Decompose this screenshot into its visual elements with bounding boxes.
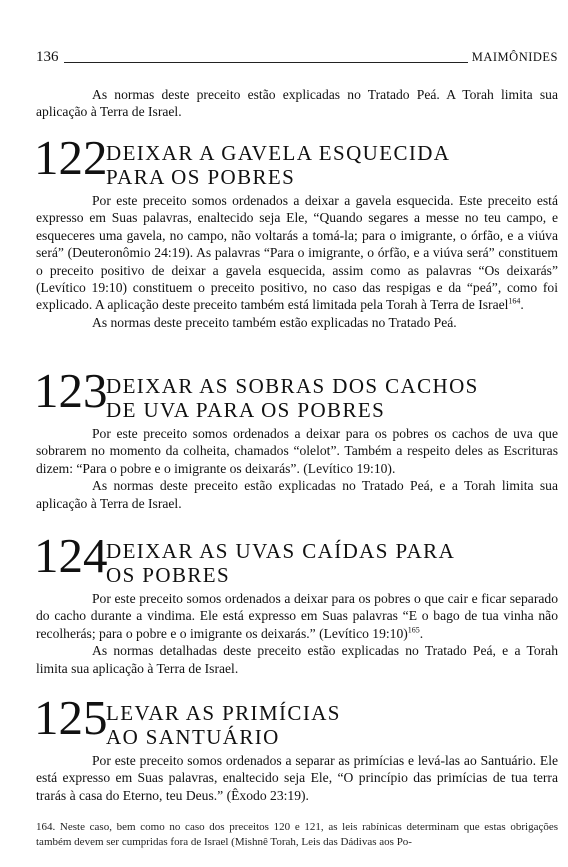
section-125 [34,690,558,804]
section-title [106,532,558,587]
footnote-ref[interactable]: 164 [508,296,521,306]
section-124 [34,528,558,677]
section-title-line: DEIXAR AS SOBRAS DOS CACHOS [106,374,479,398]
header-rule [64,62,468,63]
running-title: MAIMÔNIDES [471,50,558,64]
section-paragraph: Por este preceito somos ordenados a deixar a gavela esquecida. Este preceito está expresso em Suas palavras, enaltecido seja Ele, “Quando segares a messe no teu campo, e esqueceres uma gavela, no campo, não voltarás a tomá-la; para o imigrante, o órfão, e a viúva será” (Deuteronômio 24:19). As palavras “Para o imigrante, o órfão, e a viúva será” constituem o preceito positivo de deixar a gavela esquecida, assim como as palavras “Os deixarás” (Levítico 19:10) constituem o preceito positivo, no caso das respigas e da “peá”, como foi explicado. A aplicação deste preceito também está limitada pela Torah à Terra de Israel$^{164}$. [36,193,558,313]
paragraph-text: Por este preceito somos ordenados a deixar para os pobres o que cair e ficar separado do cacho durante a vindima. Ele está expresso em Suas palavras “E o bago de tua vinha não recolherás; para o pobre e o imigrante os deixarás.” (Levítico 19:10) [36,591,558,641]
section-122 [34,130,558,331]
section-paragraph: Por este preceito somos ordenados a deixar para os pobres os cachos de uva que sobrarem no momento da colheita, chamados “olelot”. Também a respeito deles as Escrituras dizem: “Para o pobre e o imigrante os deixarás”. (Levítico 19:10). [36,426,558,476]
footnote: 164. Neste caso, bem como no caso dos preceitos 120 e 121, as leis rabínicas determinam que estas obrigações também devem ser cumpridas fora de Israel (Mishnê Torah, Leis das Dádivas aos Po- [36,821,558,848]
section-paragraph: As normas deste preceito também estão explicadas no Tratado Peá. [92,314,457,330]
section-title-line: DEIXAR AS UVAS CAÍDAS PARA [106,539,456,563]
section-title-line: LEVAR AS PRIMÍCIAS [106,701,341,725]
section-title-line: DEIXAR A GAVELA ESQUECIDA [106,141,451,165]
page-header [36,49,558,69]
section-number: 123 [34,363,108,418]
section-title [106,134,558,189]
section-heading [34,690,558,749]
section-number: 125 [34,690,108,745]
section-title-line: OS POBRES [106,563,231,587]
section-paragraph: As normas detalhadas deste preceito estão explicadas no Tratado Peá, e a Torah limita sua aplicação à Terra de Israel. [36,643,558,676]
section-title [106,694,558,749]
section-paragraph: As normas deste preceito estão explicadas no Tratado Peá, e a Torah limita sua aplicação à Terra de Israel. [36,478,558,511]
section-heading [34,363,558,422]
page-number: 136 [36,49,59,65]
section-number: 124 [34,528,108,583]
section-title-line: DE UVA PARA OS POBRES [106,398,386,422]
intro-paragraph: As normas deste preceito estão explicadas no Tratado Peá. A Torah limita sua aplicação à Terra de Israel. [36,87,558,120]
paragraph-text: Por este preceito somos ordenados a deixar a gavela esquecida. Este preceito está expresso em Suas palavras, enaltecido seja Ele, “Quando segares a messe no teu campo, e esqueceres uma gavela, no campo, não voltarás a tomá-la; para o imigrante, o órfão, e a viúva será” (Deuteronômio 24:19). As palavras “Para o imigrante, o órfão, e a viúva será” constituem o preceito positivo de deixar a gavela esquecida, assim como as palavras “Os deixarás” (Levítico 19:10) constituem o preceito positivo, no caso das respigas e da “peá”, como foi explicado. A aplicação deste preceito também está limitada pela Torah à Terra de Israel [36,193,558,313]
section-heading [34,528,558,587]
section-paragraph: Por este preceito somos ordenados a deixar para os pobres o que cair e ficar separado do cacho durante a vindima. Ele está expresso em Suas palavras “E o bago de tua vinha não recolherás; para o pobre e o imigrante os deixarás.” (Levítico 19:10)$^{165}$. [36,591,558,641]
intro-paragraph-block [36,86,558,121]
section-number: 122 [34,130,108,185]
section-paragraph: Por este preceito somos ordenados a separar as primícias e levá-las ao Santuário. Ele está expresso em Suas palavras, enaltecido seja Ele, “O princípio das primícias de tua terra trarás à casa do Eterno, teu Deus.” (Êxodo 23:19). [36,753,558,803]
section-title-line: AO SANTUÁRIO [106,725,280,749]
section-title-line: PARA OS POBRES [106,165,296,189]
section-123 [34,363,558,512]
section-title [106,367,558,422]
section-heading [34,130,558,189]
footnote-ref[interactable]: 165 [407,625,420,635]
